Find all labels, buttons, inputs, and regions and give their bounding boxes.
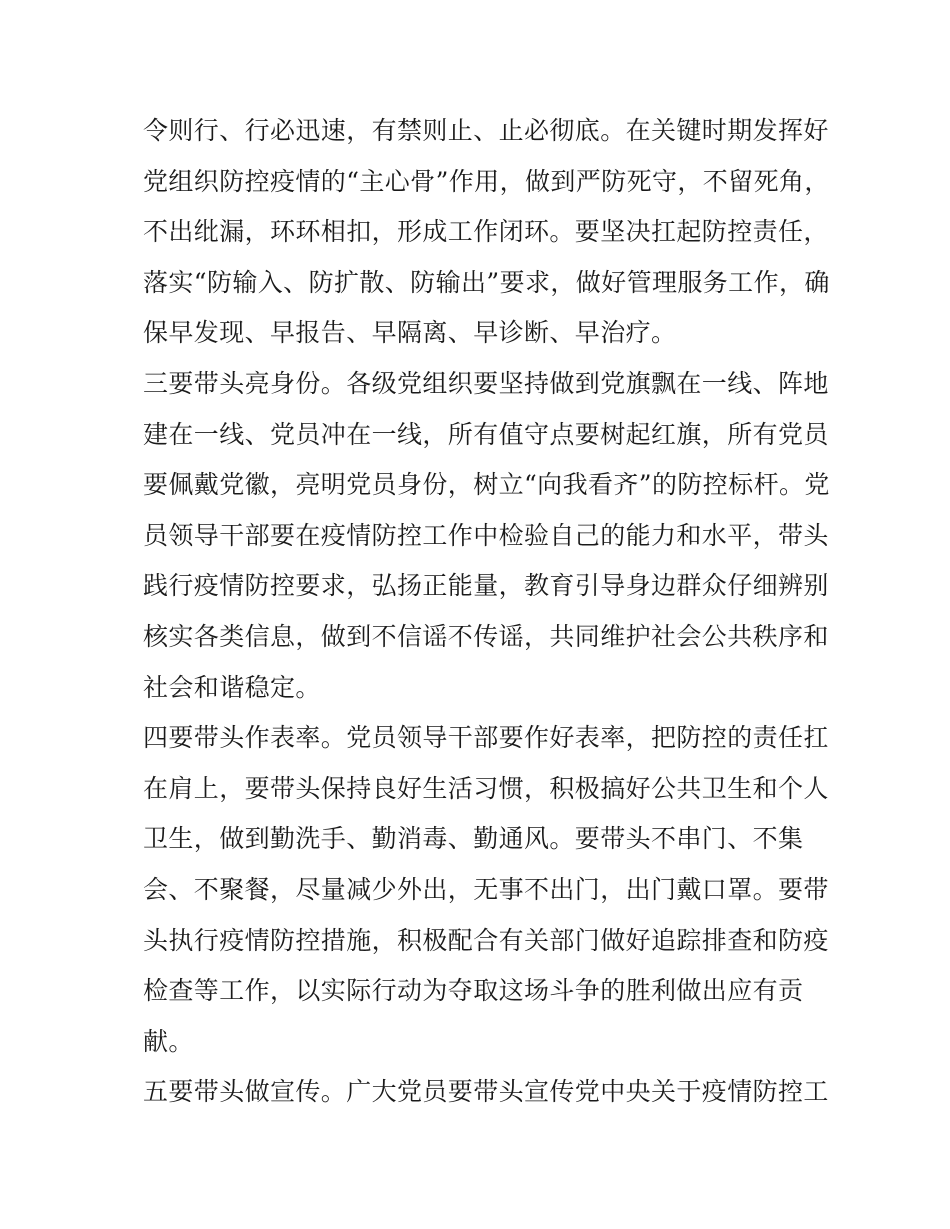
text-line: 令则行、行必迅速，有禁则止、止必彻底。在关键时期发挥好 — [143, 116, 829, 145]
text-line: 不出纰漏，环环相扣，形成工作闭环。要坚决扛起防控责任， — [143, 217, 829, 247]
text-line: 社会和谐稳定。 — [143, 672, 321, 702]
text-line: 要佩戴党徽，亮明党员身份，树立“向我看齐”的防控标杆。党 — [143, 470, 830, 500]
text-line: 保早发现、早报告、早隔离、早诊断、早治疗。 — [143, 318, 677, 348]
text-line: 五要带头做宣传。广大党员要带头宣传党中央关于疫情防控工 — [143, 1077, 829, 1107]
text-line: 会、不聚餐，尽量减少外出，无事不出门，出门戴口罩。要带 — [143, 874, 829, 904]
text-line: 在肩上，要带头保持良好生活习惯，积极搞好公共卫生和个人 — [143, 773, 829, 803]
text-line: 四要带头作表率。党员领导干部要作好表率，把防控的责任扛 — [143, 723, 829, 753]
document-body — [143, 106, 830, 1118]
text-line: 三要带头亮身份。各级党组织要坚持做到党旗飘在一线、阵地 — [143, 368, 829, 398]
text-line: 头执行疫情防控措施，积极配合有关部门做好追踪排查和防疫 — [143, 925, 829, 955]
text-line: 建在一线、党员冲在一线，所有值守点要树起红旗，所有党员 — [143, 419, 829, 449]
text-line: 献。 — [143, 1026, 194, 1056]
text-line: 检查等工作，以实际行动为夺取这场斗争的胜利做出应有贡 — [143, 976, 804, 1006]
text-line: 核实各类信息，做到不信谣不传谣，共同维护社会公共秩序和 — [143, 621, 829, 651]
text-line: 员领导干部要在疫情防控工作中检验自己的能力和水平，带头 — [143, 520, 829, 550]
text-line: 党组织防控疫情的“主心骨”作用，做到严防死守，不留死角， — [143, 166, 830, 196]
text-line: 卫生，做到勤洗手、勤消毒、勤通风。要带头不串门、不集 — [143, 824, 804, 854]
text-line: 践行疫情防控要求，弘扬正能量，教育引导身边群众仔细辨别 — [143, 571, 829, 601]
text-line: 落实“防输入、防扩散、防输出”要求，做好管理服务工作，确 — [143, 267, 830, 297]
